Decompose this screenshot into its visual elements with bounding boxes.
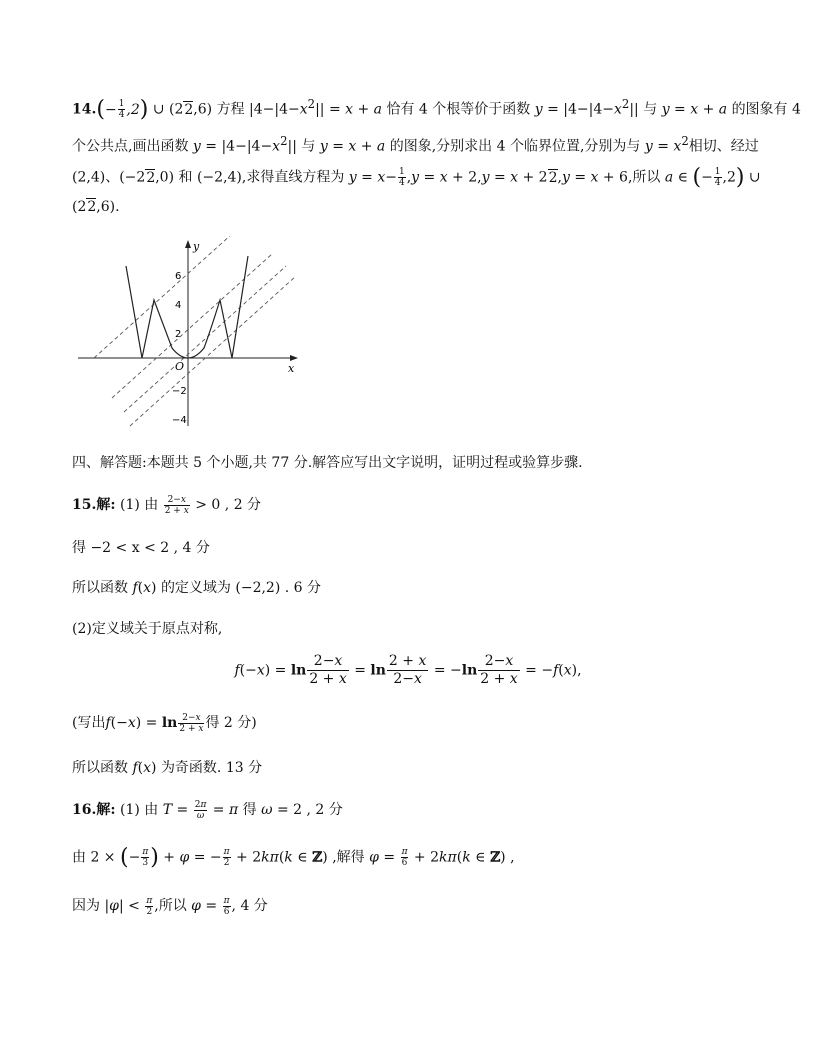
q14-line-3: (2,4)、(−22,0) 和 (−2,4),求得直线方程为 y = x− $\frac{1}{4}$ ,y = x + 2,y = x + 22,y = x + 6,所以 a ∈ (− $\frac{1}{4}$ ,2) ∪ [72,165,761,190]
q15-line-2: 得 −2 < x < 2 , 4 分 [72,540,210,556]
x-axis-label: x [288,362,295,375]
y-tick-4: 4 [175,300,182,311]
q14-line-1: 14.(− $\frac{1}{4}$ ,2) ∪ (22,6) 方程 $|4-|4-x^2|| = x + a$ 恰有 4 个根等价于函数 $y = |4-|4-x^2||$ 与 y = x + a 的图象有 4 [72,97,801,123]
y-tick-neg2: −2 [172,386,187,397]
q16-line-2: 由 2 × (− $\frac{\pi}{3}$ ) + φ = − $\frac{\pi}{2}$ + 2kπ(k ∈ ℤ) ,解得 φ = $\frac{\pi}{6}$ + 2kπ(k ∈ ℤ) , [72,845,515,870]
q15-label: 15.解: [72,497,116,513]
y-axis-label: y [193,240,200,253]
line-a2 [124,266,286,412]
q14-text: 方程 |4−|4− [216,101,300,118]
q14-line-2: 个公共点,画出函数 $y = |4-|4-x^2||$ 与 y = x + a 的图象,分别求出 4 个临界位置,分别为与 $y = x^2$相切、经过 [72,134,759,155]
q15-line-4: (2)定义域关于原点对称, [72,621,223,637]
line-a2sqrt2 [130,276,296,426]
q15-line-6: (写出f(−x) = ln $\frac{2-x}{2 + x}$ 得 2 分) [72,712,257,734]
y-tick-6: 6 [175,271,182,282]
y-tick-2: 2 [175,329,182,340]
q16-line-3: 因为 |φ| < $\frac{\pi}{2}$ ,所以 φ = $\frac{\pi}{6}$ , 4 分 [72,895,268,917]
origin-label: O [175,360,185,373]
x-axis-arrow [290,355,298,361]
y-axis-arrow [185,240,191,248]
section-heading: 四、解答题:本题共 5 个小题,共 77 分.解答应写出文字说明，证明过程或验算步骤. [72,455,583,471]
function-curve [126,256,248,358]
q14-line-4: (22,6). [72,199,120,215]
q15-line-3: 所以函数 f(x) 的定义域为 (−2,2) . 6 分 [72,580,322,596]
function-graph [72,236,302,432]
q14-label: 14. [72,101,97,118]
q16-line-1: 16.解: (1) 由 T = $\frac{2\pi}{\omega}$ = π 得 ω = 2 , 2 分 [72,799,343,821]
q15-equation: f(−x) = ln $\frac{2-x}{2 + x}$ = ln $\frac{2 + x}{2-x}$ = −ln $\frac{2-x}{2 + x}$ = −f(x), [234,653,582,687]
q15-line-7: 所以函数 f(x) 为奇函数. 13 分 [72,760,263,776]
q15-line-1: 15.解: (1) 由 $\frac{2-x}{2 + x}$ > 0 , 2 分 [72,494,262,516]
y-tick-neg4: −4 [172,415,187,426]
q16-label: 16.解: [72,802,116,818]
